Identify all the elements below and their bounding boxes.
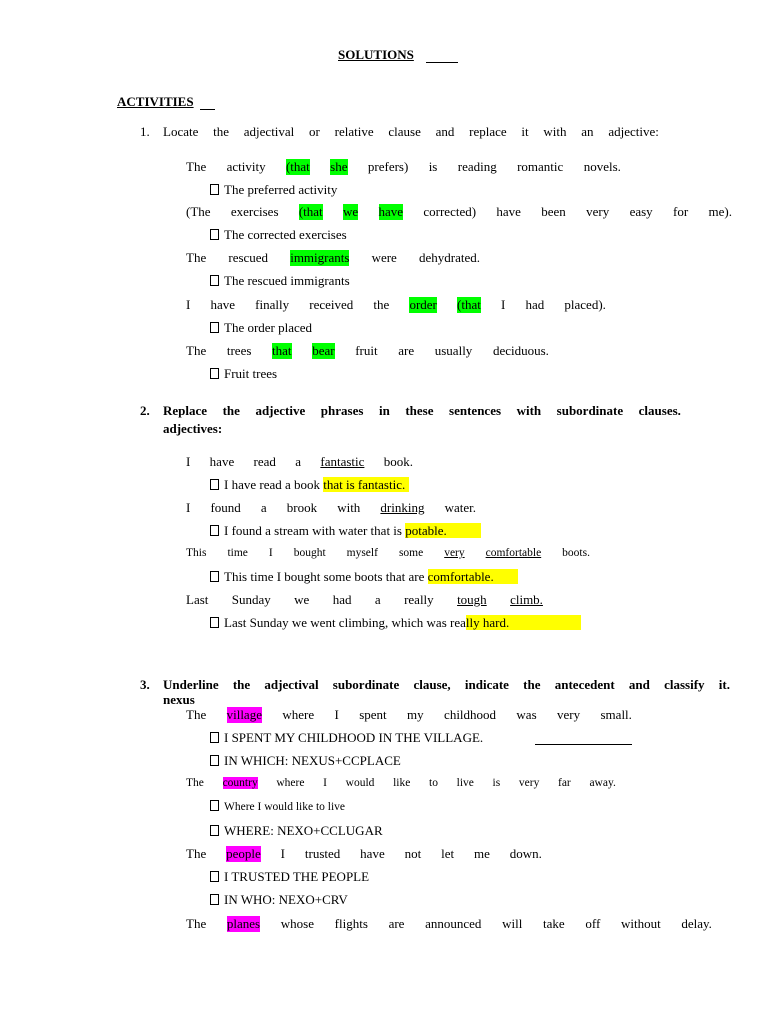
q2-prompt-line2: adjectives: — [163, 421, 223, 436]
checkbox-icon — [210, 825, 219, 836]
word: not — [404, 846, 422, 861]
word: have — [209, 454, 235, 469]
word: time — [227, 547, 248, 559]
word: the — [373, 297, 390, 312]
word: I — [323, 777, 327, 789]
word: it. — [718, 677, 730, 692]
word: clause, — [413, 677, 451, 692]
word: the — [232, 677, 251, 692]
word: live — [456, 777, 474, 789]
q2-answer-3: This time I bought some boots that are comfortable. — [210, 569, 518, 585]
q1-answer-3: The rescued immigrants — [210, 273, 350, 289]
word: order — [409, 297, 437, 312]
word: book. — [383, 454, 413, 469]
q2-sentence-3 — [186, 547, 590, 559]
word: the — [523, 677, 541, 692]
word: flights — [334, 916, 368, 931]
word: Sunday — [231, 592, 271, 607]
checkbox-icon — [210, 184, 219, 195]
checkbox-icon — [210, 525, 219, 536]
word: are — [388, 916, 405, 931]
q3-sentence-3 — [186, 846, 542, 862]
q1-sentence-3 — [186, 250, 480, 266]
word: I — [186, 454, 191, 469]
checkbox-icon — [210, 571, 219, 582]
q3-answer-1b: IN WHICH: NEXUS+CCPLACE — [210, 753, 401, 769]
word: The — [186, 707, 207, 722]
word: had — [332, 592, 352, 607]
q1-sentence-1 — [186, 159, 621, 175]
q1-answer-5: Fruit trees — [210, 366, 277, 382]
word: in — [378, 403, 390, 418]
word: these — [405, 403, 434, 418]
word: subordinate — [556, 403, 624, 418]
q2-number: 2. — [140, 403, 150, 418]
word: an — [581, 124, 594, 139]
word: Underline — [163, 677, 219, 692]
word: relative — [334, 124, 374, 139]
q3-answer-2a: Where I would like to live — [210, 800, 345, 813]
word: clauses. — [638, 403, 681, 418]
word: trusted — [304, 846, 341, 861]
word: I — [334, 707, 339, 722]
word: subordinate — [332, 677, 400, 692]
word: have — [210, 297, 236, 312]
word: were — [371, 250, 397, 265]
q1-sentence-5 — [186, 343, 549, 359]
checkbox-icon — [210, 322, 219, 333]
q1-answer-2: The corrected exercises — [210, 227, 347, 243]
q3-answer-3b: IN WHO: NEXO+CRV — [210, 892, 348, 908]
word: have — [496, 204, 521, 219]
q2-sentence-2 — [186, 500, 476, 516]
word: replace — [469, 124, 507, 139]
checkbox-icon — [210, 275, 219, 286]
word: The — [186, 250, 207, 265]
word: deciduous. — [492, 343, 549, 358]
word: reading — [457, 159, 497, 174]
word: country — [222, 777, 258, 789]
word: I — [268, 547, 273, 559]
word: had — [525, 297, 545, 312]
word: where — [282, 707, 315, 722]
word: we — [294, 592, 310, 607]
word: she — [330, 159, 348, 174]
word: a — [295, 454, 302, 469]
word: romantic — [517, 159, 564, 174]
word: corrected) — [423, 204, 477, 219]
word: activity — [226, 159, 266, 174]
word: dehydrated. — [418, 250, 480, 265]
word: far — [558, 777, 571, 789]
word: Last — [186, 592, 209, 607]
q3-prompt-line2: nexus — [163, 692, 195, 707]
word: or — [309, 124, 320, 139]
word: novels. — [583, 159, 621, 174]
q3-prompt-line1 — [163, 677, 730, 693]
word: like — [393, 777, 411, 789]
word: tough — [457, 592, 487, 607]
q1-answer-1: The preferred activity — [210, 182, 337, 198]
word: a — [260, 500, 267, 515]
word: my — [407, 707, 424, 722]
word: the — [222, 403, 240, 418]
word: adjective — [255, 403, 306, 418]
section-heading: ACTIVITIES — [117, 94, 194, 109]
word: have — [378, 204, 404, 219]
word: sentences — [449, 403, 502, 418]
word: will — [502, 916, 523, 931]
word: (that — [457, 297, 481, 312]
word: classify — [664, 677, 705, 692]
word: is — [428, 159, 438, 174]
word: are — [398, 343, 415, 358]
q1-answer-4: The order placed — [210, 320, 312, 336]
word: clause — [388, 124, 421, 139]
word: The — [186, 846, 207, 861]
checkbox-icon — [210, 229, 219, 240]
word: immigrants — [290, 250, 350, 265]
word: some — [398, 547, 424, 559]
word: Replace — [163, 403, 208, 418]
word: water. — [444, 500, 476, 515]
word: with — [516, 403, 542, 418]
word: and — [435, 124, 455, 139]
word: read — [253, 454, 276, 469]
word: spent — [359, 707, 387, 722]
word: a — [374, 592, 381, 607]
word: the — [213, 124, 230, 139]
word: bought — [293, 547, 326, 559]
word: where — [276, 777, 305, 789]
word: away. — [589, 777, 616, 789]
word: down. — [509, 846, 542, 861]
word: found — [210, 500, 241, 515]
checkbox-icon — [210, 479, 219, 490]
word: it — [521, 124, 529, 139]
q3-answer-2b: WHERE: NEXO+CCLUGAR — [210, 823, 383, 839]
q3-answer-3a: I TRUSTED THE PEOPLE — [210, 869, 369, 885]
word: I — [186, 500, 191, 515]
word: childhood — [444, 707, 497, 722]
word: The — [186, 777, 204, 789]
q2-sentence-1 — [186, 454, 413, 470]
q1-sentence-4 — [186, 297, 606, 313]
checkbox-icon — [210, 617, 219, 628]
word: with — [543, 124, 567, 139]
q3-sentence-4 — [186, 916, 712, 932]
word: small. — [600, 707, 632, 722]
word: I — [280, 846, 285, 861]
word: prefers) — [367, 159, 409, 174]
q2-prompt-line1 — [163, 403, 681, 419]
q3-sentence-2 — [186, 777, 616, 789]
word: and — [628, 677, 650, 692]
q3-sentence-1 — [186, 707, 632, 723]
word: drinking — [380, 500, 425, 515]
word: rescued — [228, 250, 269, 265]
word: was — [516, 707, 537, 722]
word: whose — [280, 916, 314, 931]
word: we — [343, 204, 359, 219]
word: planes — [226, 916, 261, 931]
word: would — [345, 777, 375, 789]
word: easy — [629, 204, 653, 219]
word: very — [444, 547, 465, 559]
word: to — [429, 777, 438, 789]
checkbox-icon — [210, 732, 219, 743]
checkbox-icon — [210, 800, 219, 811]
word: antecedent — [554, 677, 615, 692]
word: indicate — [464, 677, 509, 692]
word: have — [360, 846, 385, 861]
q2-answer-1: I have read a book that is fantastic. — [210, 477, 409, 493]
word: (The — [186, 204, 211, 219]
word: let — [441, 846, 455, 861]
q1-prompt — [163, 124, 659, 140]
page-title: SOLUTIONS — [338, 47, 414, 62]
word: that — [272, 343, 292, 358]
word: delay. — [681, 916, 712, 931]
word: me — [474, 846, 490, 861]
word: The — [186, 916, 207, 931]
word: finally — [255, 297, 290, 312]
q2-answer-2: I found a stream with water that is potable. — [210, 523, 481, 539]
word: announced — [425, 916, 482, 931]
checkbox-icon — [210, 871, 219, 882]
word: bear — [312, 343, 335, 358]
checkbox-icon — [210, 755, 219, 766]
q2-sentence-4 — [186, 592, 543, 608]
checkbox-icon — [210, 368, 219, 379]
word: (that — [285, 159, 310, 174]
word: This — [186, 547, 207, 559]
word: very — [586, 204, 610, 219]
word: received — [309, 297, 354, 312]
word: without — [620, 916, 661, 931]
word: Locate — [163, 124, 199, 139]
word: The — [186, 343, 207, 358]
word: with — [337, 500, 361, 515]
word: village — [226, 707, 262, 722]
word: comfortable — [485, 547, 542, 559]
word: phrases — [320, 403, 364, 418]
checkbox-icon — [210, 894, 219, 905]
word: for — [673, 204, 689, 219]
word: adjectival — [264, 677, 319, 692]
word: I — [501, 297, 506, 312]
word: people — [226, 846, 261, 861]
q1-number: 1. — [140, 124, 150, 139]
word: me). — [708, 204, 732, 219]
word: placed). — [564, 297, 606, 312]
word: I — [186, 297, 191, 312]
word: very — [518, 777, 540, 789]
word: boots. — [562, 547, 590, 559]
word: very — [557, 707, 581, 722]
word: brook — [286, 500, 318, 515]
word: really — [404, 592, 434, 607]
word: is — [492, 777, 501, 789]
word: exercises — [230, 204, 279, 219]
word: (that — [298, 204, 323, 219]
word: The — [186, 159, 207, 174]
word: been — [541, 204, 566, 219]
q2-answer-4: Last Sunday we went climbing, which was really hard. — [210, 615, 581, 631]
q3-answer-1a: I SPENT MY CHILDHOOD IN THE VILLAGE. — [210, 730, 483, 746]
word: off — [585, 916, 601, 931]
word: climb. — [510, 592, 543, 607]
word: take — [543, 916, 565, 931]
word: fruit — [355, 343, 378, 358]
word: trees — [226, 343, 252, 358]
q3-number: 3. — [140, 677, 150, 692]
word: adjectival — [243, 124, 295, 139]
word: myself — [346, 547, 378, 559]
word: fantastic — [320, 454, 365, 469]
word: adjective: — [608, 124, 659, 139]
word: usually — [434, 343, 473, 358]
q1-sentence-2 — [186, 204, 732, 220]
